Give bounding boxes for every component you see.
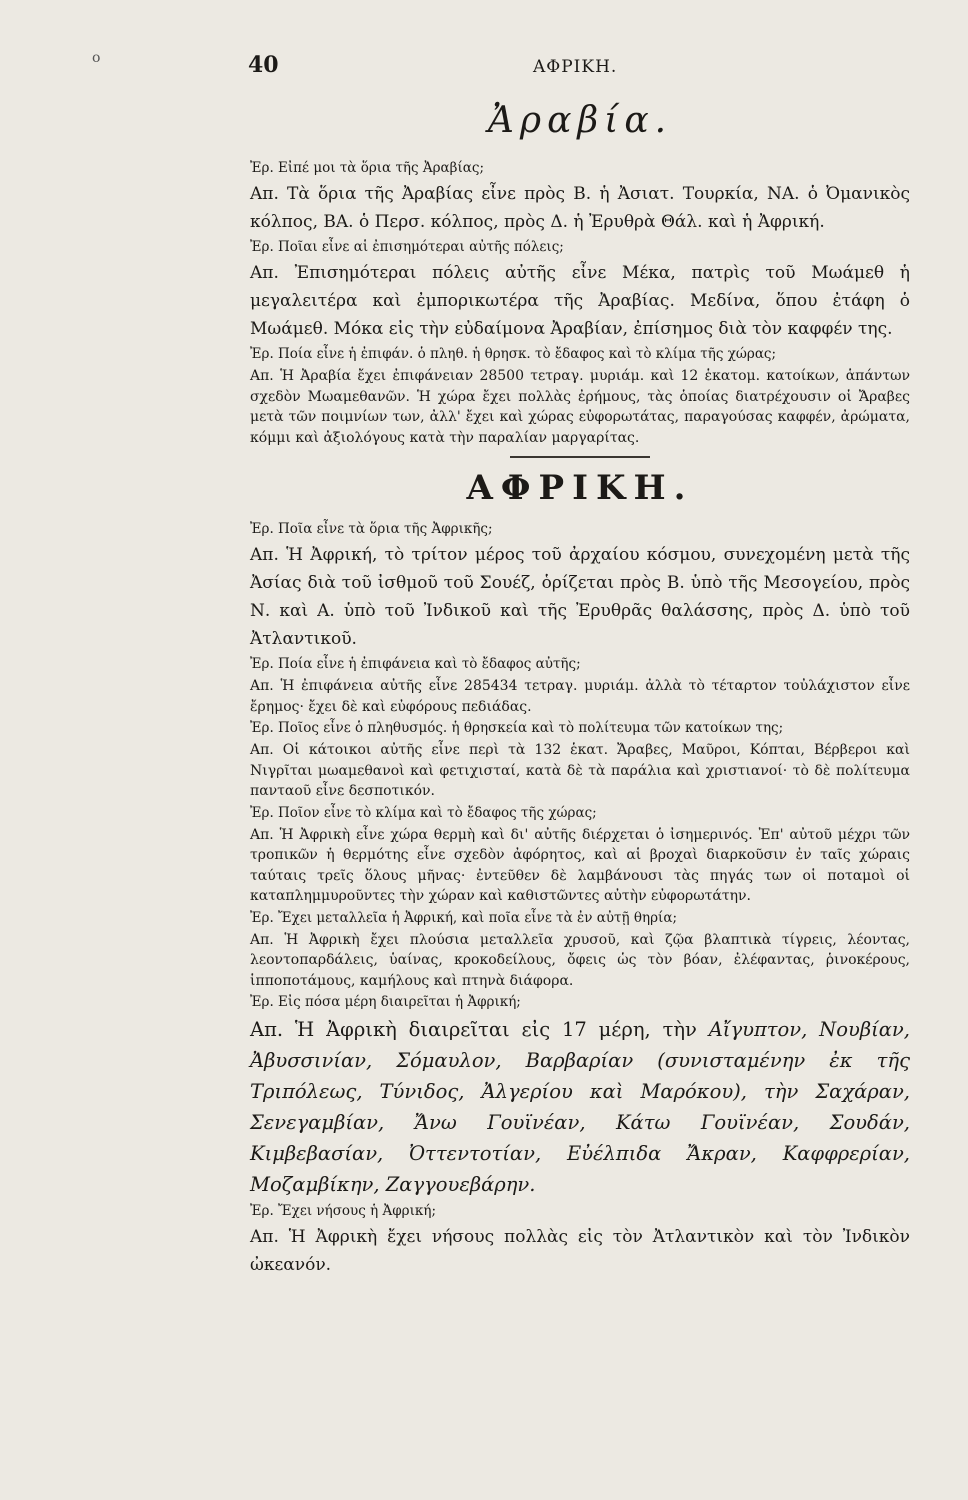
answer-divisions-lead: Απ. Ἡ Ἀφρικὴ διαιρεῖται εἰς 17 μέρη, τὴν [250, 1018, 697, 1041]
section-title-africa: ΑΦΡΙΚΗ. [466, 468, 694, 508]
answer-divisions-list: Αἴγυπτον, Νουβίαν, Ἀβυσσινίαν, Σόμαυλον, Βαρβαρίαν (συνισταμένην ἐκ τῆς Τριπόλεως, Τύνιδος, Ἀλγερίου καὶ Μαρόκου), τὴν Σαχάραν, Σενεγαμβίαν, Ἄνω Γουϊνέαν, Κάτω Γουϊνέαν, Σουδάν, Κιμβεβασίαν, Ὀττεντοτίαν, Εὐέλπιδα Ἄκραν, Καφφρερίαν, Μοζαμβίκην, Ζαγγουεβάρην. [250, 1018, 910, 1196]
question: Ἐρ. Ποία εἶνε ἡ ἐπιφάν. ὁ πληθ. ἡ θρησκ. τὸ ἔδαφος καὶ τὸ κλίμα τῆς χώρας; [250, 346, 777, 362]
running-title: ΑΦΡΙΚΗ. [533, 57, 618, 77]
question: Ἐρ. Ποῖαι εἶνε αἱ ἐπισημότεραι αὐτῆς πόλεις; [250, 239, 564, 255]
section-title-arabia: Ἀραβία. [487, 100, 673, 141]
answer: Απ. Ἐπισημότεραι πόλεις αὐτῆς εἶνε Μέκα, πατρὶς τοῦ Μωάμεθ ἡ μεγαλειτέρα καὶ ἐμπορικωτέρα τῆς Ἀραβίας. Μεδίνα, ὅπου ἐτάφη ὁ Μωάμεθ. Μόκα εἰς τὴν εὐδαίμονα Ἀραβίαν, ἐπίσημος διὰ τὸν καφφέν της. [250, 263, 910, 339]
answer-divisions [250, 1014, 910, 1200]
answer: Απ. Οἱ κάτοικοι αὐτῆς εἶνε περὶ τὰ 132 ἑκατ. Ἄραβες, Μαῦροι, Κόπται, Βέρβεροι καὶ Νιγρῖται μωαμεθανοὶ καὶ φετιχισταί, κατὰ δὲ τὰ παράλια καὶ χριστιανοί· τὸ δὲ πολίτευμα πανταοῦ εἶνε δεσποτικόν. [250, 742, 910, 799]
answer: Απ. Ἡ Ἀφρικὴ εἶνε χώρα θερμὴ καὶ δι' αὐτῆς διέρχεται ὁ ἰσημερινός. Ἐπ' αὐτοῦ μέχρι τῶν τροπικῶν ἡ θερμότης εἶνε σχεδὸν ἀφόρητος, καὶ αἱ βροχαὶ διαρκοῦσιν ἐν ταῖς χώραις ταύταις τρεῖς ὅλους μῆνας· ἐντεῦθεν δὲ λαμβάνουσι τὰς πηγάς των οἱ ποταμοὶ οἱ καταπλημμυροῦντες τὴν χώραν καὶ καθιστῶντες αὐτὴν εὐφορωτάτην. [250, 826, 910, 904]
text-column [250, 100, 910, 1279]
question: Ἐρ. Ποία εἶνε ἡ ἐπιφάνεια καὶ τὸ ἔδαφος αὐτῆς; [250, 656, 581, 672]
answer: Απ. Ἡ ἐπιφάνεια αὐτῆς εἶνε 285434 τετραγ. μυριάμ. ἀλλὰ τὸ τέταρτον τοὐλάχιστον εἶνε ἔρημος· ἔχει δὲ καὶ εὐφόρους πεδιάδας. [250, 678, 910, 715]
margin-mark: o [92, 50, 101, 66]
page-number: 40 [248, 52, 279, 78]
question: Ἐρ. Εἰπέ μοι τὰ ὅρια τῆς Ἀραβίας; [250, 160, 485, 176]
answer: Απ. Ἡ Ἀφρική, τὸ τρίτον μέρος τοῦ ἀρχαίου κόσμου, συνεχομένη μετὰ τῆς Ἀσίας διὰ τοῦ ἰσθμοῦ τοῦ Σουέζ, ὁρίζεται πρὸς Β. ὑπὸ τῆς Μεσογείου, πρὸς Ν. καὶ Α. ὑπὸ τοῦ Ἰνδικοῦ καὶ τῆς Ἐρυθρᾶς θαλάσσης, πρὸς Δ. ὑπὸ τοῦ Ἀτλαντικοῦ. [250, 545, 910, 649]
section-divider [510, 456, 650, 458]
question: Ἐρ. Ποῖα εἶνε τὰ ὅρια τῆς Ἀφρικῆς; [250, 521, 493, 537]
answer: Απ. Ἡ Ἀραβία ἔχει ἐπιφάνειαν 28500 τετραγ. μυριάμ. καὶ 12 ἑκατομ. κατοίκων, ἁπάντων σχεδὸν Μωαμεθανῶν. Ἡ χώρα ἔχει πολλὰς ἐρήμους, τὰς ὁποίας διατρέχουσιν οἱ Ἄραβες μετὰ τῶν ποιμνίων των, ἀλλ' ἔχει καὶ χώρας εὐφορωτάτας, παραγούσας καφφέν, ἀρώματα, κόμμι καὶ ἀξιολόγους κατὰ τὴν παραλίαν μαργαρίτας. [250, 368, 910, 446]
answer: Απ. Τὰ ὅρια τῆς Ἀραβίας εἶνε πρὸς Β. ἡ Ἀσιατ. Τουρκία, ΝΑ. ὁ Ὀμανικὸς κόλπος, ΒΑ. ὁ Περσ. κόλπος, πρὸς Δ. ἡ Ἐρυθρὰ Θάλ. καὶ ἡ Ἀφρική. [250, 184, 910, 232]
running-head [248, 52, 896, 86]
question: Ἐρ. Ἔχει νήσους ἡ Ἀφρική; [250, 1203, 436, 1219]
question: Ἐρ. Εἰς πόσα μέρη διαιρεῖται ἡ Ἀφρική; [250, 994, 521, 1010]
question: Ἐρ. Ἔχει μεταλλεῖα ἡ Ἀφρική, καὶ ποῖα εἶνε τὰ ἐν αὐτῇ θηρία; [250, 909, 678, 926]
answer: Απ. Ἡ Ἀφρικὴ ἔχει πλούσια μεταλλεῖα χρυσοῦ, καὶ ζῷα βλαπτικὰ τίγρεις, λέοντας, λεοντοπαρδάλεις, ὑαίνας, κροκοδείλους, ὄφεις ὡς τὸν βόαν, ἐλέφαντας, ῥινοκέρους, ἱπποποτάμους, καμήλους καὶ πτηνὰ διάφορα. [250, 931, 910, 989]
answer: Απ. Ἡ Ἀφρικὴ ἔχει νήσους πολλὰς εἰς τὸν Ἀτλαντικὸν καὶ τὸν Ἰνδικὸν ὠκεανόν. [250, 1227, 910, 1275]
question: Ἐρ. Ποῖος εἶνε ὁ πληθυσμός. ἡ θρησκεία καὶ τὸ πολίτευμα τῶν κατοίκων της; [250, 720, 784, 736]
question: Ἐρ. Ποῖον εἶνε τὸ κλίμα καὶ τὸ ἔδαφος τῆς χώρας; [250, 804, 597, 821]
